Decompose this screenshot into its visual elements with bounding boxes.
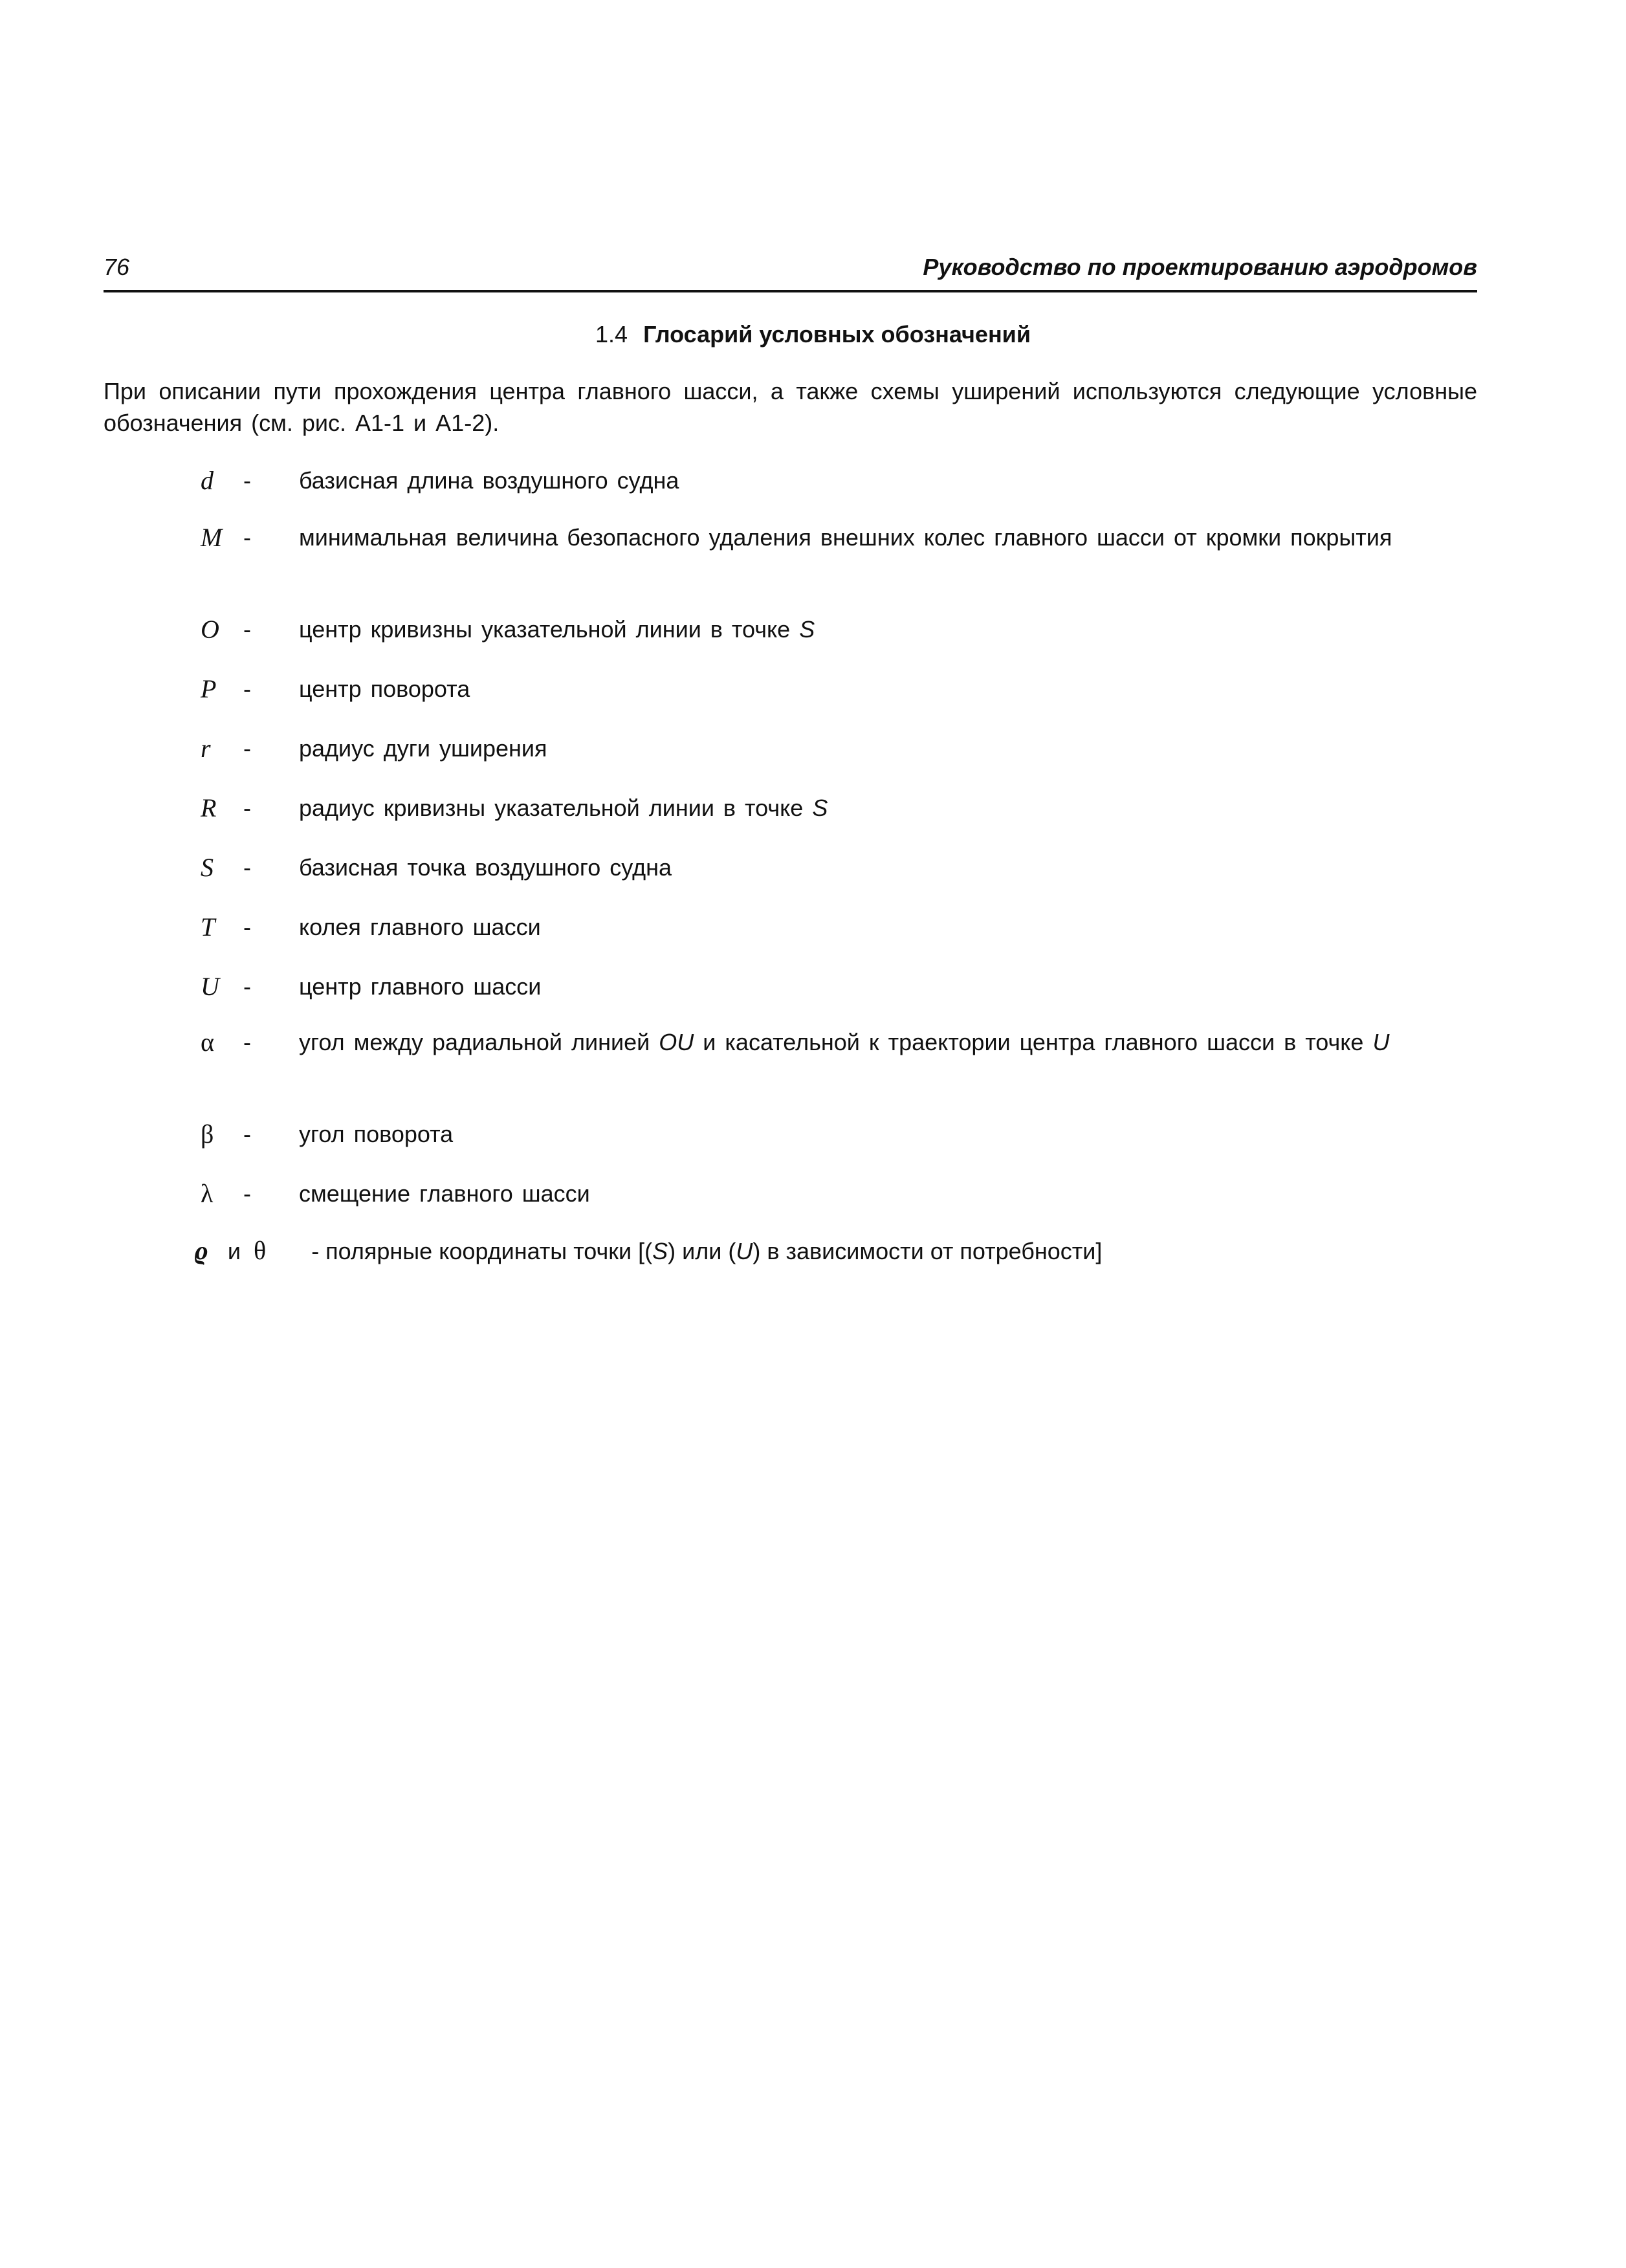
glossary-definition: базисная длина воздушного судна xyxy=(299,467,679,494)
polar-text-a: - полярные координаты точки [( xyxy=(311,1238,653,1264)
glossary-definition: центр главного шасси xyxy=(299,973,542,1000)
section-title: Глосарий условных обозначений xyxy=(643,321,1031,347)
header-rule xyxy=(104,290,1477,292)
glossary-dash: - xyxy=(243,795,251,821)
glossary-dash: - xyxy=(243,524,251,551)
definition-text: и касательной к траектории центра главного шасси в точке xyxy=(703,1029,1364,1055)
glossary-dash: - xyxy=(243,914,251,940)
glossary-dash: - xyxy=(243,467,251,494)
definition-symbol: U xyxy=(1372,1029,1390,1055)
glossary-symbol: T xyxy=(201,912,215,941)
glossary-definition: базисная точка воздушного судна xyxy=(299,854,672,881)
running-title: Руководство по проектированию аэродромов xyxy=(923,254,1477,280)
glossary-dash: - xyxy=(243,973,251,1000)
page-number: 76 xyxy=(104,254,130,280)
glossary-symbol: O xyxy=(201,615,219,644)
glossary-definition: центр поворота xyxy=(299,676,470,702)
definition-symbol: S xyxy=(799,616,815,643)
polar-symbol-s: S xyxy=(652,1238,668,1264)
glossary-definition: колея главного шасси xyxy=(299,914,541,940)
polar-symbol-u: U xyxy=(736,1238,753,1264)
glossary-symbol: U xyxy=(201,972,219,1001)
definition-symbol: OU xyxy=(659,1029,694,1055)
glossary-symbol-rho: ϱ xyxy=(194,1236,208,1265)
glossary-symbol: λ xyxy=(201,1179,214,1208)
glossary-conjunction: и xyxy=(227,1238,241,1264)
glossary-definition xyxy=(299,792,1477,824)
polar-text-c: ) в зависимости от потребности] xyxy=(753,1238,1103,1264)
glossary-dash: - xyxy=(243,676,251,702)
definition-text: угол между радиальной линией xyxy=(299,1029,650,1055)
glossary-symbol: P xyxy=(201,674,217,703)
glossary-symbol: α xyxy=(201,1028,214,1057)
glossary-dash: - xyxy=(243,1121,251,1147)
glossary-definition: радиус дуги уширения xyxy=(299,735,547,762)
glossary-symbol: r xyxy=(201,734,211,763)
glossary-symbol: β xyxy=(201,1119,214,1149)
glossary-definition xyxy=(299,613,1477,645)
glossary-symbol: S xyxy=(201,853,214,882)
section-heading xyxy=(0,321,1626,348)
glossary-dash: - xyxy=(243,1029,251,1055)
definition-text: центр кривизны указательной линии в точке xyxy=(299,616,791,643)
glossary-symbol: d xyxy=(201,466,214,495)
glossary-symbol: R xyxy=(201,793,217,822)
glossary-definition: минимальная величина безопасного удаления внешних колес главного шасси от кромки покрытия xyxy=(299,524,1392,551)
section-number: 1.4 xyxy=(595,321,628,347)
glossary-definition xyxy=(299,1026,1477,1058)
glossary-definition: угол поворота xyxy=(299,1121,454,1147)
glossary-symbol: M xyxy=(201,523,223,552)
page-header xyxy=(104,251,1477,287)
glossary-dash: - xyxy=(243,854,251,881)
glossary-item-polar xyxy=(194,1235,1477,1267)
intro-paragraph: При описании пути прохождения центра главного шасси, а также схемы уширений используются следующие условные обозначения (см. рис. А1-1 и А1-2). xyxy=(104,378,1477,436)
glossary-definition: смещение главного шасси xyxy=(299,1180,590,1207)
glossary-dash: - xyxy=(243,616,251,643)
glossary-dash: - xyxy=(243,735,251,762)
glossary-dash: - xyxy=(243,1180,251,1207)
glossary-symbol-theta: θ xyxy=(254,1236,267,1265)
definition-text: радиус кривизны указательной линии в точке xyxy=(299,795,804,821)
polar-text-b: ) или ( xyxy=(668,1238,736,1264)
definition-symbol: S xyxy=(812,795,828,821)
